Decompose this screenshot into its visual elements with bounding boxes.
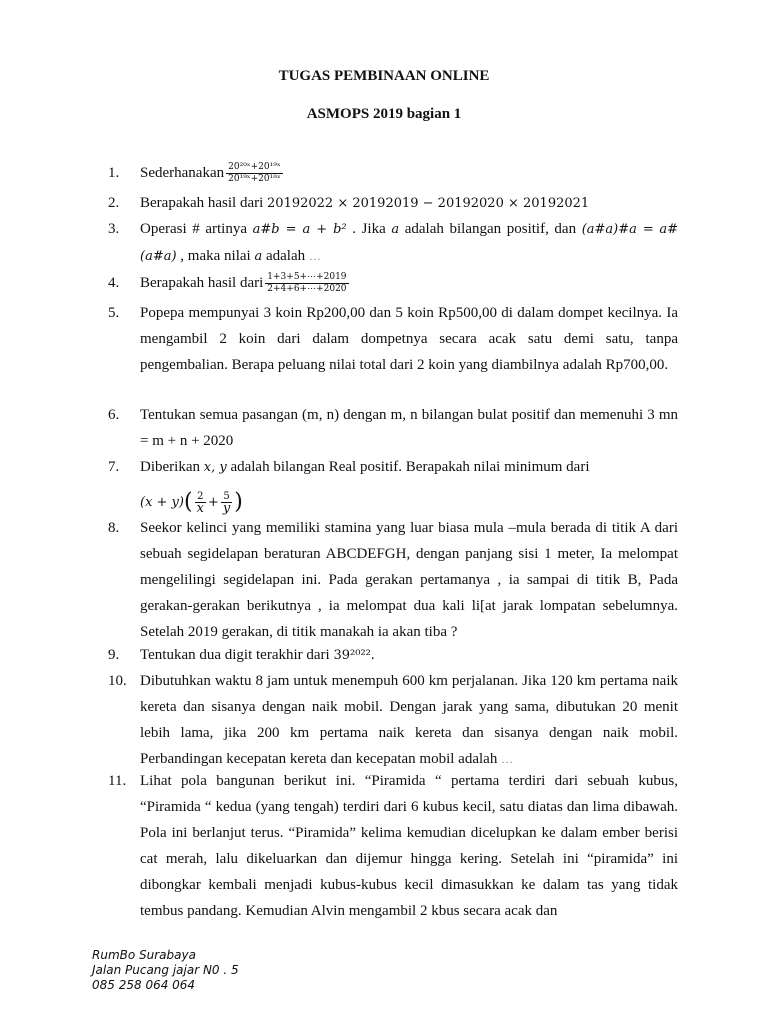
question-4 [108,270,678,296]
question-text: adalah [265,248,306,264]
math-block [140,487,678,518]
fraction-denominator: 20¹⁹ˣ+20¹⁸ˣ [228,174,281,185]
math-variable: a [391,222,400,237]
fraction-numerator: 1+3+5+⋯+2019 [267,272,347,283]
question-text: Lihat pola bangunan berikut ini. “Piramida “ pertama terdiri dari sebuah kubus, “Piramida “ kedua (yang tengah) terdiri dari 6 kubus kecil, satu diatas dan lima dibawah. Pola ini berlanjut terus. “Piramida” kelima kemudian dicelupkan ke dalam ember berisi cat merah, lalu dikeluarkan dan dijemur hingga kering. Setelah ini “piramida” ini dibongkar kembali menjadi kubus-kubus kecil dimasukkan ke dalam tas yang tidak tembus pandang. Kemudian Alvin mengambil 2 kbus secara acak dan [140,773,678,919]
math-expression: 39²⁰²² [333,648,371,663]
question-2 [108,190,678,217]
fraction-numerator: 5 [221,491,232,503]
question-text: Dibutuhkan waktu 8 jam untuk menempuh 600 km perjalanan. Jika 120 km pertama naik kereta dan sisanya dengan naik mobil. Dengan jarak yang sama, dibutukan 20 menit lebih lama, jika 200 km pertama naik kereta dan sisanya dengan naik mobil. Perbandingan kecepatan kereta dan kecepatan mobil adalah [140,673,678,767]
left-paren: ( [183,489,193,515]
question-text: Berapakah hasil dari [140,195,264,211]
question-number: 11. [108,773,127,789]
question-3 [108,216,678,270]
footer-org: RumBo Surabaya [92,948,196,962]
fraction-denominator: 2+4+6+⋯+2020 [267,284,347,295]
question-text: Seekor kelinci yang memiliki stamina yang luar biasa mula –mula berada di titik A dari sebuah segidelapan beraturan ABCDEFGH, dengan panjang sisi 1 meter, Ia melompat mengelilingi segidelapan ini. Pada gerakan pertamanya , ia sampai di titik B, Pada gerakan-gerakan berikutnya , ia melompat dua kali li[at jarak lompatan sebelumnya. Setelah 2019 gerakan, di titik manakah ia akan tiba ? [140,520,678,640]
math-expression: (a#a)#a = [581,222,654,237]
question-text: Tentukan dua digit terakhir dari [140,647,330,663]
question-number: 8. [108,520,120,536]
question-7 [108,454,678,518]
math-expression: a#b = a + b² [252,222,347,237]
math-expression: 20192022 × 20192019 − 20192020 × 20192021 [267,196,590,211]
question-11 [108,768,678,924]
fraction-numerator: 20²⁰ˣ+20¹⁹ˣ [228,162,281,173]
math-variable: a [254,249,263,264]
fraction [226,162,283,185]
question-6 [108,402,678,454]
question-number: 9. [108,647,120,663]
question-text: Berapakah hasil dari [140,275,264,291]
question-text: adalah bilangan Real positif. Berapakah nilai minimum dari [230,459,590,475]
fraction [221,491,232,517]
question-number: 5. [108,305,120,321]
period: . [370,647,375,663]
question-text: adalah bilangan positif, dan [404,221,577,237]
question-text: Operasi # artinya [140,221,248,237]
ellipsis: … [308,249,321,263]
question-number: 10. [108,673,127,689]
footer-address [92,948,239,993]
footer-street: Jalan Pucang jajar N0 . 5 [92,963,239,977]
math-expression: a#(a#a) [140,222,679,264]
question-number: 2. [108,195,120,211]
question-number: 7. [108,459,120,475]
question-number: 6. [108,407,120,423]
question-9 [108,642,678,669]
math-expression: x, y [203,460,227,475]
question-text: Popepa mempunyai 3 koin Rp200,00 dan 5 koin Rp500,00 di dalam dompet kecilnya. Ia mengambil 2 koin dari dalam dompetnya secara acak satu demi satu, tanpa pengembalian. Berapa peluang nilai total dari 2 koin yang diambilnya adalah Rp700,00. [140,305,678,373]
ellipsis: … [501,752,514,766]
fraction [265,272,348,295]
question-text: Sederhanakan [140,165,225,181]
question-8 [108,515,678,645]
question-text: Tentukan semua pasangan (m, n) dengan m, n bilangan bulat positif dan memenuhi 3 mn = m + n + 2020 [140,407,678,449]
page-title: TUGAS PEMBINAAN ONLINE [278,68,490,84]
fraction-numerator: 2 [195,491,206,503]
fraction [195,491,206,517]
page-subtitle: ASMOPS 2019 bagian 1 [306,106,462,122]
math-expression: (x + y) [140,495,184,510]
question-5 [108,300,678,378]
question-1 [108,160,678,186]
plus-sign: + [207,495,219,510]
question-number: 1. [108,165,120,181]
question-number: 3. [108,221,120,237]
question-text: Diberikan [140,459,200,475]
footer-phone: 085 258 064 064 [92,978,196,992]
question-10 [108,668,678,772]
question-number: 4. [108,275,120,291]
fraction-denominator: y [222,501,231,517]
right-paren: ) [234,489,243,515]
question-text: . Jika [352,221,386,237]
fraction-denominator: x [196,501,204,517]
question-text: , maka nilai [180,248,251,264]
